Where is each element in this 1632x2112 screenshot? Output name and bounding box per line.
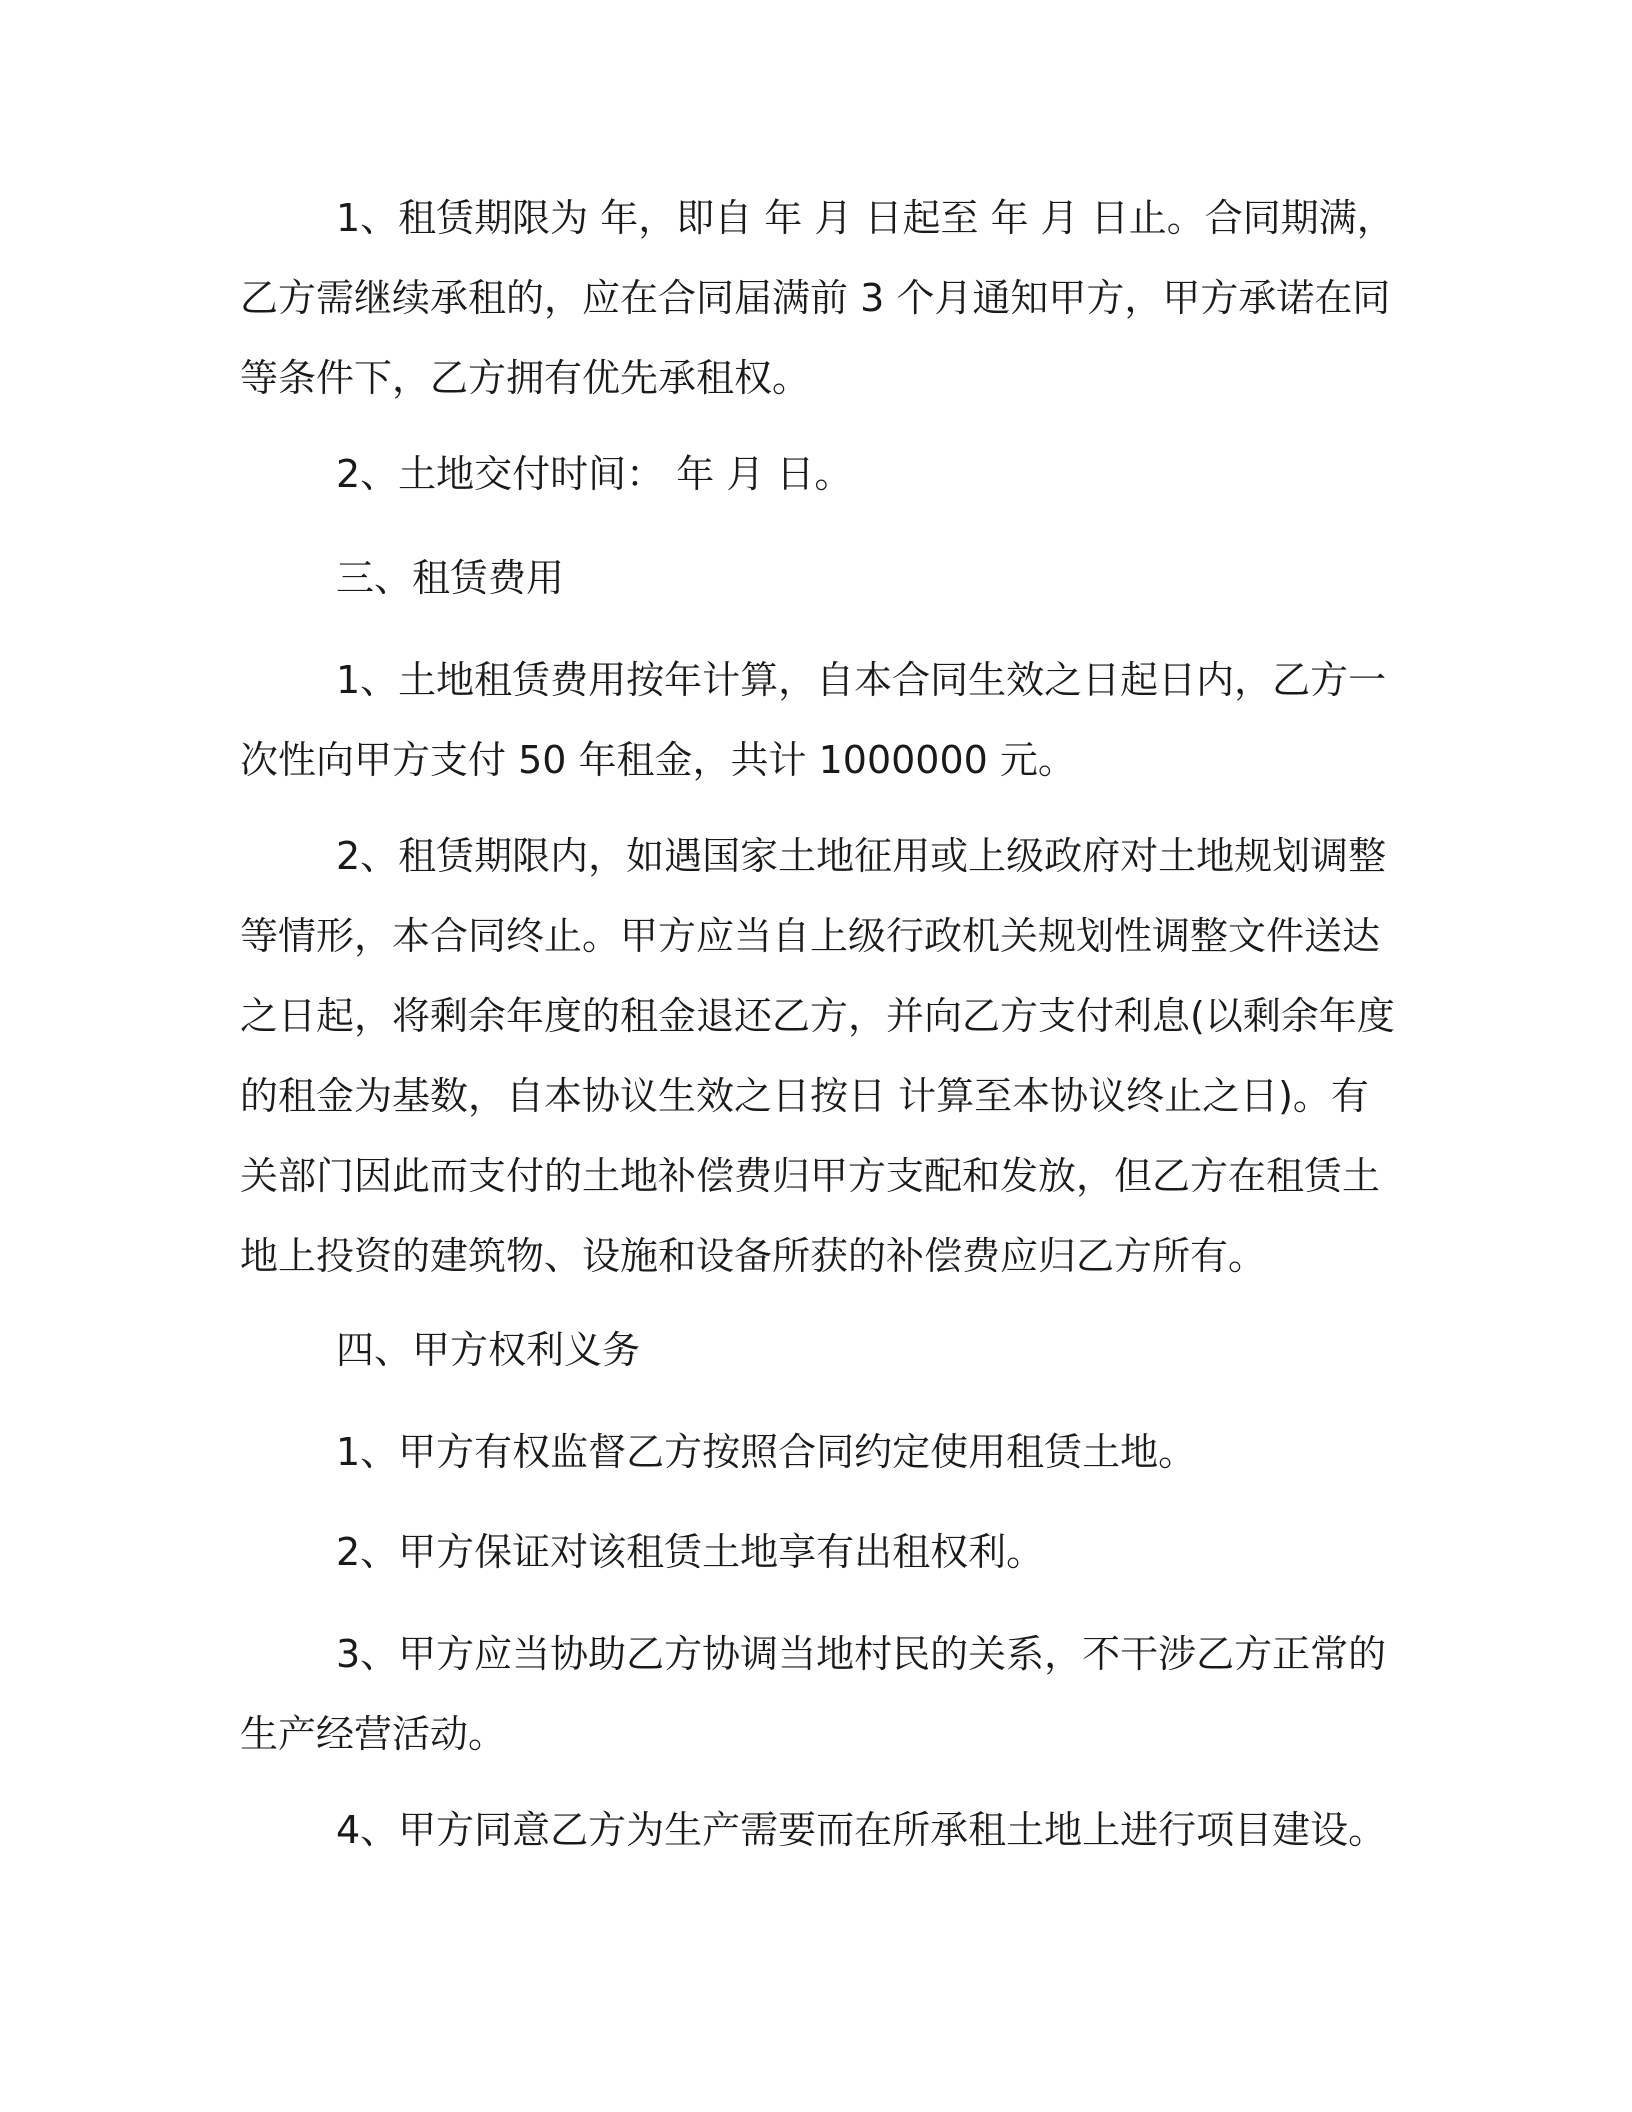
section-heading-party-a-rights: 四、甲方权利义务 [336,1328,641,1372]
paragraph-lease-termination: 2、租赁期限内，如遇国家土地征用或上级政府对土地规划调整等情形，本合同终止。甲方应当自上级行政机关规划性调整文件送达之日起，将剩余年度的租金退还乙方，并向乙方支付利息(以剩余年度的租金为基数，自本协议生效之日按日 计算至本协议终止之日)。有关部门因此而支付的土地补偿费归甲方支配和发放，但乙方在租赁土地上投资的建筑物、设施和设备所获的补偿费应归乙方所有。 [240,834,1395,1278]
paragraph-lease-right-guarantee: 2、甲方保证对该租赁土地享有出租权利。 [336,1530,1045,1574]
paragraph-lease-term: 1、租赁期限为 年，即自 年 月 日起至 年 月 日止。合同期满，乙方需继续承租的，应在合同届满前 3 个月通知甲方，甲方承诺在同等条件下，乙方拥有优先承租权。 [240,196,1395,400]
paragraph-lease-fee-payment: 1、土地租赁费用按年计算，自本合同生效之日起日内，乙方一次性向甲方支付 50 年租金，共计 1000000 元。 [240,658,1387,782]
section-heading-lease-fees: 三、租赁费用 [336,556,565,600]
paragraph-supervision-right: 1、甲方有权监督乙方按照合同约定使用租赁土地。 [336,1430,1197,1474]
paragraph-villager-coordination: 3、甲方应当协助乙方协调当地村民的关系，不干涉乙方正常的生产经营活动。 [240,1632,1387,1756]
paragraph-project-construction: 4、甲方同意乙方为生产需要而在所承租土地上进行项目建设。 [336,1808,1387,1852]
paragraph-land-delivery-time: 2、土地交付时间： 年 月 日。 [336,452,853,496]
